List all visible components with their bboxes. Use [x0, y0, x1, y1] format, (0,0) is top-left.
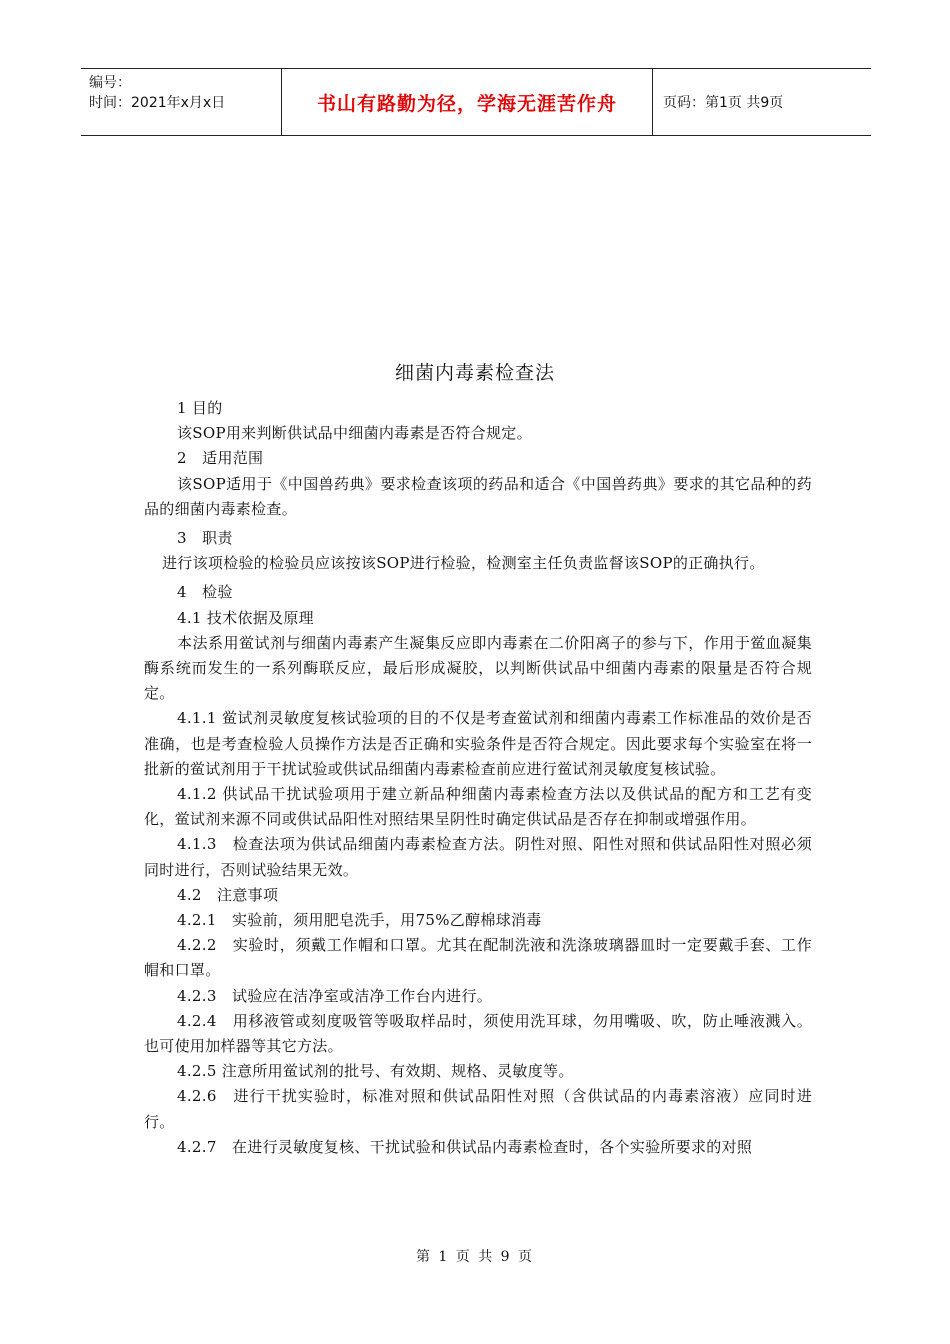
paragraph: 4.2.3 试验应在洁净室或洁净工作台内进行。: [177, 986, 493, 1005]
section-heading: 4 检验: [177, 583, 233, 602]
paragraph: 4.2.6 进行干扰实验时，标准对照和供试品阳性对照（含供试品的内毒素溶液）应同时进行。: [144, 1087, 812, 1131]
paragraph: 进行该项检验的检验员应该按该SOP进行检验，检测室主任负责监督该SOP的正确执行。: [162, 554, 765, 573]
section-heading: 3 职责: [177, 529, 233, 548]
paragraph: 该SOP适用于《中国兽药典》要求检查该项的药品和适合《中国兽药典》要求的其它品种的药品的细菌内毒素检查。: [144, 474, 812, 518]
header-motto: 书山有路勤为径，学海无涯苦作舟: [282, 69, 653, 135]
section-heading: 1 目的: [177, 399, 223, 417]
date-line: 时间：2021年x月x日: [89, 95, 226, 111]
code-label: 编号：: [89, 75, 131, 91]
subsection-heading: 4.1 技术依据及原理: [177, 608, 314, 627]
page-header: [81, 68, 871, 136]
page-footer: 第 1 页 共 9 页: [415, 1249, 535, 1265]
section-heading: 2 适用范围: [177, 449, 264, 468]
paragraph: 4.2.1 实验前，须用肥皂洗手，用75%乙醇棉球消毒: [177, 911, 542, 930]
paragraph: 本法系用鲎试剂与细菌内毒素产生凝集反应即内毒素在二价阳离子的参与下，作用于鲎血凝集酶系统而发生的一系列酶联反应，最后形成凝胶，以判断供试品中细菌内毒素的限量是否符合规定。: [144, 633, 812, 703]
document-title: 细菌内毒素检查法: [394, 362, 555, 384]
header-meta-cell: [81, 69, 282, 135]
header-page-info: 页码：第1页 共9页: [663, 95, 784, 111]
paragraph: 4.2.5 注意所用鲎试剂的批号、有效期、规格、灵敏度等。: [177, 1062, 574, 1081]
paragraph: 4.2.7 在进行灵敏度复核、干扰试验和供试品内毒素检查时，各个实验所要求的对照: [177, 1137, 753, 1156]
paragraph: 4.2.2 实验时，须戴工作帽和口罩。尤其在配制洗液和洗涤玻璃器皿时一定要戴手套、工作帽和口罩。: [144, 936, 812, 980]
paragraph: 4.1.2 供试品干扰试验项用于建立新品种细菌内毒素检查方法以及供试品的配方和工艺有变化，鲎试剂来源不同或供试品阳性对照结果呈阴性时确定供试品是否存在抑制或增强作用。: [144, 785, 812, 829]
document-body: [144, 396, 812, 1160]
paragraph: 4.1.3 检查法项为供试品细菌内毒素检查方法。阴性对照、阳性对照和供试品阳性对照必须同时进行，否则试验结果无效。: [144, 835, 812, 879]
paragraph: 4.1.1 鲎试剂灵敏度复核试验项的目的不仅是考查鲎试剂和细菌内毒素工作标准品的效价是否准确，也是考查检验人员操作方法是否正确和实验条件是否符合规定。因此要求每个实验室在将一批新的鲎试剂用于干扰试验或供试品细菌内毒素检查前应进行鲎试剂灵敏度复核试验。: [144, 709, 812, 778]
paragraph: 4.2.4 用移液管或刻度吸管等吸取样品时，须使用洗耳球，勿用嘴吸、吹，防止唾液溅入。也可使用加样器等其它方法。: [144, 1011, 812, 1056]
subsection-heading: 4.2 注意事项: [177, 885, 279, 904]
paragraph: 该SOP用来判断供试品中细菌内毒素是否符合规定。: [177, 424, 532, 443]
